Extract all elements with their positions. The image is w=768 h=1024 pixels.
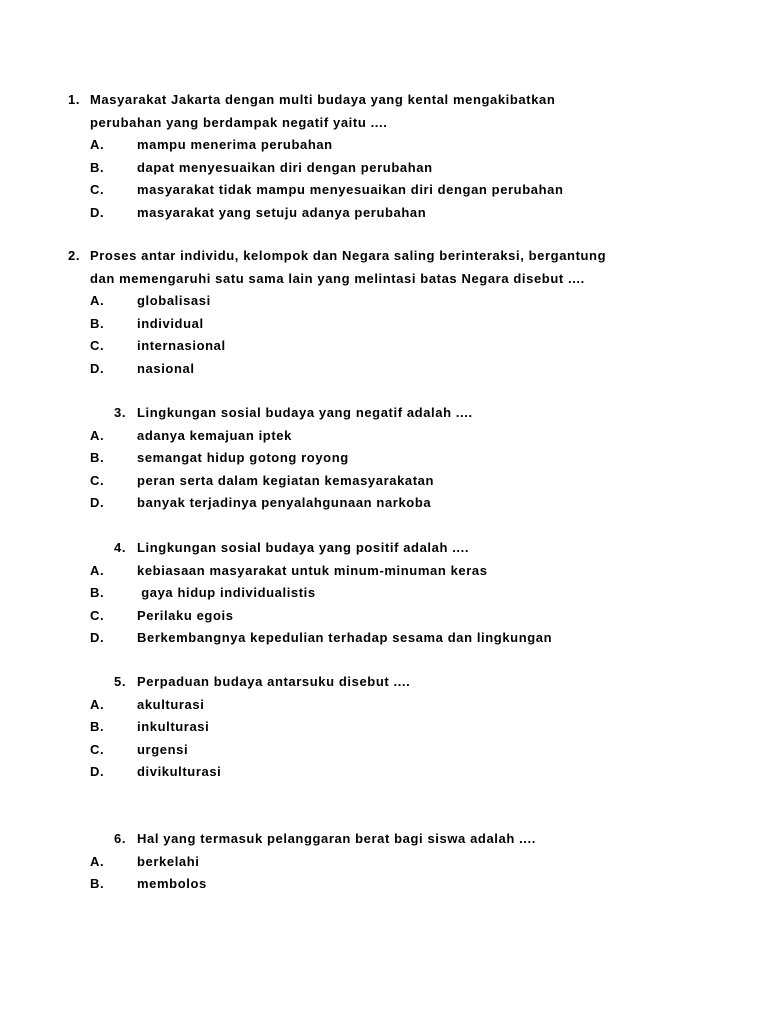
option-letter: C.	[90, 741, 105, 757]
question-stem	[0, 671, 700, 694]
option-b	[0, 447, 700, 470]
option-letter: D.	[90, 204, 105, 220]
option-letter: D.	[90, 630, 105, 645]
option-a	[0, 560, 700, 583]
option-letter: B.	[90, 585, 105, 600]
option-letter: B.	[90, 450, 105, 465]
question-stem	[0, 402, 700, 425]
option-a	[0, 694, 700, 717]
option-text: globalisasi	[137, 293, 211, 308]
option-d	[0, 358, 700, 381]
question-text-line: Hal yang termasuk pelanggaran berat bagi siswa adalah ....	[137, 831, 536, 846]
question-4	[0, 537, 700, 650]
option-letter: B.	[90, 159, 105, 175]
option-d	[0, 202, 700, 225]
question-number: 2.	[68, 248, 81, 263]
option-letter: A.	[90, 562, 105, 578]
option-b	[0, 313, 700, 336]
option-text: masyarakat tidak mampu menyesuaikan diri dengan perubahan	[137, 182, 564, 197]
option-text: kebiasaan masyarakat untuk minum-minuman keras	[137, 562, 488, 578]
option-letter: C.	[90, 472, 105, 488]
option-text: mampu menerima perubahan	[137, 137, 333, 152]
option-c	[0, 179, 700, 202]
option-letter: D.	[90, 764, 105, 779]
question-number: 4.	[114, 540, 127, 555]
question-number: 1.	[68, 92, 81, 107]
question-6	[0, 828, 700, 896]
option-text: urgensi	[137, 741, 189, 757]
option-a	[0, 290, 700, 313]
option-letter: A.	[90, 696, 105, 712]
question-number: 5.	[114, 674, 127, 689]
option-letter: A.	[90, 137, 105, 152]
question-stem	[0, 112, 700, 135]
question-text-line: Perpaduan budaya antarsuku disebut ....	[137, 674, 411, 689]
question-text-line: Lingkungan sosial budaya yang negatif adalah ....	[137, 405, 473, 420]
question-5	[0, 671, 700, 784]
question-1	[0, 89, 700, 224]
option-letter: C.	[90, 607, 105, 623]
option-a	[0, 134, 700, 157]
option-letter: B.	[90, 719, 105, 734]
option-text: Berkembangnya kepedulian terhadap sesama dan lingkungan	[137, 630, 553, 645]
question-3	[0, 402, 700, 515]
option-letter: C.	[90, 338, 105, 353]
option-text: masyarakat yang setuju adanya perubahan	[137, 204, 427, 220]
option-d	[0, 761, 700, 784]
option-text: semangat hidup gotong royong	[137, 450, 349, 465]
option-c	[0, 605, 700, 628]
option-text: berkelahi	[137, 853, 200, 869]
option-letter: A.	[90, 427, 105, 443]
option-c	[0, 739, 700, 762]
option-c	[0, 335, 700, 358]
question-stem	[0, 268, 700, 291]
question-text-line: Proses antar individu, kelompok dan Negara saling berinteraksi, bergantung	[90, 248, 607, 263]
option-d	[0, 492, 700, 515]
question-text-line: dan memengaruhi satu sama lain yang melintasi batas Negara disebut ....	[90, 270, 585, 286]
option-text: peran serta dalam kegiatan kemasyarakatan	[137, 472, 435, 488]
option-letter: A.	[90, 853, 105, 869]
option-b	[0, 157, 700, 180]
question-number: 6.	[114, 831, 127, 846]
option-b	[0, 582, 700, 605]
option-text: membolos	[137, 876, 207, 891]
question-stem	[0, 89, 700, 112]
question-2	[0, 245, 700, 380]
option-text: individual	[137, 315, 204, 331]
option-text: banyak terjadinya penyalahgunaan narkoba	[137, 495, 432, 510]
option-letter: B.	[90, 315, 105, 331]
option-b	[0, 716, 700, 739]
option-letter: D.	[90, 495, 105, 510]
question-text-line: perubahan yang berdampak negatif yaitu ....	[90, 114, 388, 130]
option-text: inkulturasi	[137, 719, 210, 734]
question-number: 3.	[114, 405, 127, 420]
option-b	[0, 873, 700, 896]
option-text: divikulturasi	[137, 764, 222, 779]
option-text: gaya hidup individualistis	[137, 585, 316, 600]
option-letter: C.	[90, 182, 105, 197]
option-letter: A.	[90, 293, 105, 308]
question-text-line: Lingkungan sosial budaya yang positif adalah ....	[137, 540, 470, 555]
option-a	[0, 425, 700, 448]
option-c	[0, 470, 700, 493]
option-text: nasional	[137, 360, 195, 376]
option-text: adanya kemajuan iptek	[137, 427, 292, 443]
option-text: dapat menyesuaikan diri dengan perubahan	[137, 159, 433, 175]
option-d	[0, 627, 700, 650]
option-text: internasional	[137, 338, 226, 353]
option-letter: D.	[90, 360, 105, 376]
option-text: Perilaku egois	[137, 607, 234, 623]
question-stem	[0, 537, 700, 560]
option-text: akulturasi	[137, 696, 205, 712]
option-a	[0, 851, 700, 874]
question-text-line: Masyarakat Jakarta dengan multi budaya yang kental mengakibatkan	[90, 92, 556, 107]
option-letter: B.	[90, 876, 105, 891]
question-stem	[0, 245, 700, 268]
question-stem	[0, 828, 700, 851]
